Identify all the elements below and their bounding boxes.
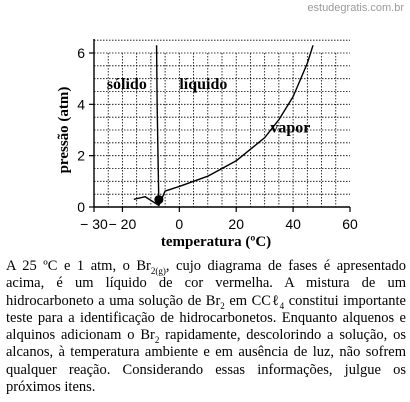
region-label-solido: sólido (106, 75, 147, 93)
y-tick-label: 6 (77, 45, 85, 61)
x-tick-label: − 20 (108, 216, 137, 232)
paragraph-sub-5: 2 (154, 335, 160, 346)
region-label-liquido: líquido (179, 75, 228, 93)
x-tick-label: 40 (285, 216, 301, 232)
x-tick-label: 20 (228, 216, 245, 232)
x-tick-label: 0 (175, 216, 184, 232)
watermark: estudegratis.com.br (307, 2, 404, 14)
paragraph-sub-4: 4 (279, 300, 285, 311)
paragraph-sub-3: 2 (220, 300, 225, 311)
x-tick-label: − 30 (80, 216, 108, 232)
paragraph-text-2: , cujo diagrama de fases é apresentado acima, é um líquido de cor vermelha. A mistura de um hidrocarboneto a uma solução de Br (6, 258, 406, 309)
x-axis-title: temperatura (ºC) (160, 234, 272, 250)
y-tick-label: 4 (77, 96, 85, 113)
paragraph-text-3: em CCℓ (224, 292, 280, 309)
triple-point-marker (154, 195, 163, 204)
y-tick-label: 0 (77, 199, 85, 215)
y-tick-label: 2 (77, 147, 85, 164)
paragraph-text-1: A 25 ºC e 1 atm, o Br (6, 258, 151, 274)
x-tick-label: 60 (342, 216, 358, 232)
paragraph-text-5: rapidamente, descolorindo a solução, os alcanos, à temperatura ambiente e em ausência de luz, não sofrem qualquer reação. Considerando essas informações, julgue os próximos itens. (6, 327, 406, 396)
question-paragraph (6, 258, 406, 396)
chart-axes (89, 39, 350, 212)
y-axis-title: pressão (atm) (56, 86, 72, 174)
chart-labels (56, 45, 358, 250)
paragraph-sub-1: 2 (150, 265, 156, 276)
paragraph-sub-2: (g) (155, 265, 166, 276)
region-label-vapor: vapor (270, 119, 311, 137)
paragraph-text-4: constitui importante teste para a identificação de hidrocarbonetos. Enquanto alquenos e alquinos adicionam o Br (6, 292, 406, 344)
chart-grid (94, 40, 350, 207)
